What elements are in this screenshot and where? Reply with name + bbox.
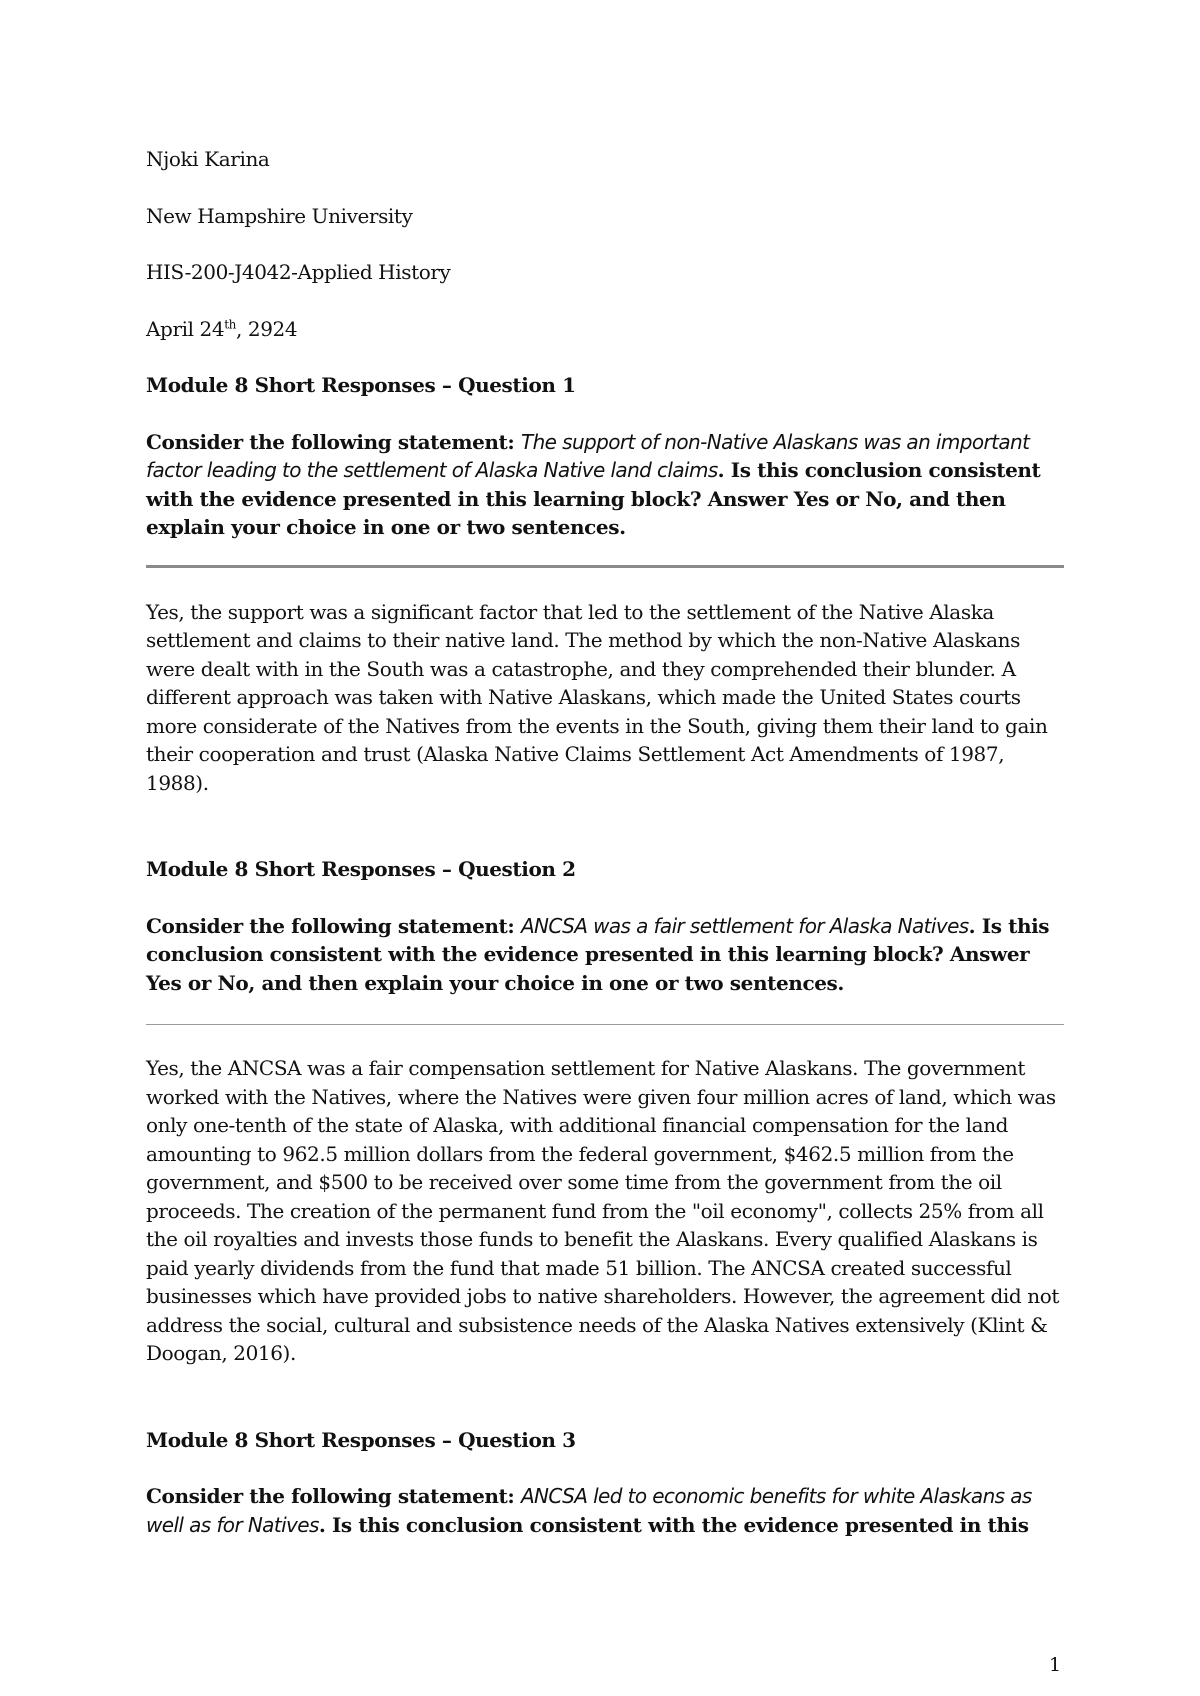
question-1-prompt <box>146 428 1064 542</box>
question-1-prompt-lead: Consider the following statement: <box>146 429 515 454</box>
question-2-answer: Yes, the ANCSA was a fair compensation settlement for Native Alaskans. The government worked with the Natives, where the Natives were given four million acres of land, which was only one-tenth of the state of Alaska, with additional financial compensation for the land amounting to 962.5 million dollars from the federal government, $462.5 million from the government, and $500 to be received over some time from the government from the oil proceeds. The creation of the permanent fund from the "oil economy", collects 25% from all the oil royalties and invests those funds to benefit the Alaskans. Every qualified Alaskans is paid yearly dividends from the fund that made 51 billion. The ANCSA created successful businesses which have provided jobs to native shareholders. However, the agreement did not address the social, cultural and subsistence needs of the Alaska Natives extensively (Klint & Doogan, 2016). <box>146 1056 1059 1365</box>
question-2-heading: Module 8 Short Responses – Question 2 <box>146 857 576 881</box>
answer-divider <box>146 565 1064 568</box>
date-superscript: th <box>224 316 236 331</box>
question-1-statement: The support of non-Native Alaskans was an important factor leading to the settlement of Alaska Native land claims <box>146 429 1030 482</box>
question-2-prompt <box>146 912 1064 998</box>
document-body <box>146 145 1064 1539</box>
institution-name: New Hampshire University <box>146 203 413 228</box>
answer-divider <box>146 1024 1064 1025</box>
date-suffix: , 2924 <box>235 316 298 341</box>
course-name: HIS-200-J4042-Applied History <box>146 260 451 284</box>
question-2-prompt-lead: Consider the following statement: <box>146 913 515 938</box>
question-3-prompt-lead: Consider the following statement: <box>146 1484 515 1508</box>
question-2-prompt-tail: . Is this conclusion consistent with the evidence presented in this learning block? Answer Yes or No, and then explain your choice in one or two sentences. <box>146 913 1050 995</box>
question-3-statement: ANCSA led to economic benefits for white Alaskans as well as for Natives <box>146 1484 1032 1537</box>
question-1-prompt-tail: . Is this conclusion consistent with the evidence presented in this learning block? Answer Yes or No, and then explain your choice in one or two sentences. <box>146 458 1041 539</box>
date-line <box>146 315 1064 344</box>
question-1-heading: Module 8 Short Responses – Question 1 <box>146 373 576 397</box>
page-number: 1 <box>1049 1654 1062 1676</box>
question-1-answer: Yes, the support was a significant factor that led to the settlement of the Native Alaska settlement and claims to their native land. The method by which the non-Native Alaskans were dealt with in the South was a catastrophe, and they comprehended their blunder. A different approach was taken with Native Alaskans, which made the United States courts more considerate of the Natives from the events in the South, giving them their land to gain their cooperation and trust (Alaska Native Claims Settlement Act Amendments of 1987, 1988). <box>146 599 1048 795</box>
question-3-prompt-tail: . Is this conclusion consistent with the evidence presented in this <box>318 1512 1029 1537</box>
question-2-statement: ANCSA was a fair settlement for Alaska Natives <box>520 913 969 938</box>
date-prefix: April 24 <box>146 316 225 341</box>
question-3-heading: Module 8 Short Responses – Question 3 <box>146 1427 576 1452</box>
question-3-prompt <box>146 1482 1064 1539</box>
author-name: Njoki Karina <box>146 147 270 171</box>
